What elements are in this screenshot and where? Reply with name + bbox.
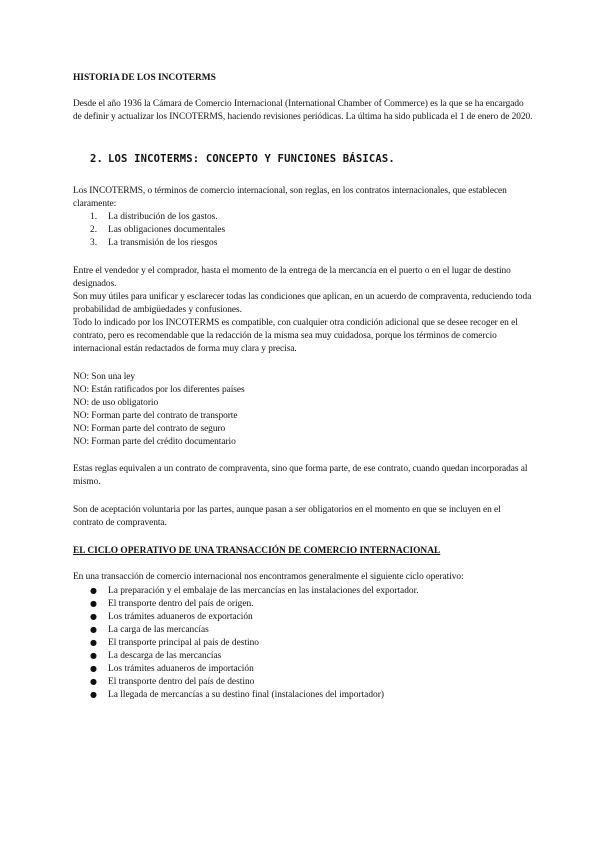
concept-paragraph-compatibility: Todo lo indicado por los INCOTERMS es compatible, con cualquier otra condición adicional que se desee recoger en el contrato, pero es recomendable que la redacción de la misma sea muy cuidadosa, porque los términos de comercio internacional están redactados de forma muy clara y precisa. [73,318,518,354]
cycle-item-text: La carga de las mercancías [108,625,209,635]
cycle-item-text: La llegada de mercancías a su destino final (instalaciones del importador) [108,690,384,700]
concept-paragraph-delivery: Entre el vendedor y el comprador, hasta el momento de la entrega de la mercancía en el puerto o en el lugar de destino designados. [73,266,511,289]
concept-item-number: 2. [90,225,98,235]
history-title: HISTORIA DE LOS INCOTERMS [73,73,216,83]
section-2-heading [90,152,395,166]
cycle-item [90,636,259,650]
concept-intro: Los INCOTERMS, o términos de comercio internacional, son reglas, en los contratos internacionales, que establecen claramente: [73,186,507,209]
cycle-item [90,662,254,676]
rules-paragraph-voluntary: Son de aceptación voluntaria por las partes, aunque pasan a ser obligatorios en el momento en que se incluyen en el contrato de compraventa. [73,505,501,528]
concept-item-number: 1. [90,212,98,222]
bullet-icon: ● [90,664,97,673]
concept-item-text: Las obligaciones documentales [108,225,226,235]
no-list-item: NO: Forman parte del crédito documentario [73,437,236,447]
cycle-item [90,597,254,611]
concept-item [90,224,225,237]
rules-paragraph-equivalence: Estas reglas equivalen a un contrato de compraventa, sino que forma parte, de ese contrato, cuando quedan incorporadas al mismo. [73,464,528,487]
cycle-item-text: La descarga de las mercancías [108,651,222,661]
no-list-item: NO: Están ratificados por los diferentes países [73,385,245,395]
cycle-item-text: La preparación y el embalaje de las mercancías en las instalaciones del exportador. [108,586,419,596]
cycle-item [90,675,254,689]
section-2-title: LOS INCOTERMS: CONCEPTO Y FUNCIONES BÁSICAS. [108,153,395,165]
cycle-item-text: El transporte dentro del país de origen. [108,599,254,609]
history-paragraph: Desde el año 1936 la Cámara de Comercio Internacional (International Chamber of Commerce) es la que se ha encargado de definir y actualizar los INCOTERMS, haciendo revisiones periódicas. La última ha sido publicada el 1 de enero de 2020. [73,99,533,122]
bullet-icon: ● [90,651,97,660]
cycle-item [90,610,253,624]
concept-item-number: 3. [90,238,98,248]
bullet-icon: ● [90,677,97,686]
cycle-item [90,649,221,663]
cycle-item-text: Los trámites aduaneros de importación [108,664,254,674]
bullet-icon: ● [90,586,97,595]
no-list-item: NO: Forman parte del contrato de transporte [73,411,238,421]
cycle-intro: En una transacción de comercio internacional nos encontramos generalmente el siguiente ciclo operativo: [73,572,464,582]
cycle-item [90,688,384,702]
concept-item-text: La distribución de los gastos. [108,212,218,222]
bullet-icon: ● [90,638,97,647]
concept-paragraph-usefulness: Son muy útiles para unificar y esclarecer todas las condiciones que aplican, en un acuerdo de compraventa, reduciendo toda probabilidad de ambigüedades y confusiones. [73,292,532,315]
concept-item [90,237,217,250]
cycle-item [90,623,209,637]
no-list-item: NO: Son una ley [73,372,136,382]
concept-item-text: La transmisión de los riesgos [108,238,218,248]
cycle-item-text: Los trámites aduaneros de exportación [108,612,253,622]
no-list-item: NO: de uso obligatorio [73,398,159,408]
bullet-icon: ● [90,625,97,634]
cycle-title: EL CICLO OPERATIVO DE UNA TRANSACCIÓN DE COMERCIO INTERNACIONAL [73,546,441,556]
no-list [73,371,533,449]
no-list-item: NO: Forman parte del contrato de seguro [73,424,226,434]
cycle-item-text: El transporte dentro del país de destino [108,677,255,687]
bullet-icon: ● [90,612,97,621]
cycle-item-text: El transporte principal al país de destino [108,638,259,648]
section-2-number: 2. [90,153,104,165]
concept-item [90,211,218,224]
bullet-icon: ● [90,599,97,608]
cycle-item [90,584,419,598]
bullet-icon: ● [90,690,97,699]
